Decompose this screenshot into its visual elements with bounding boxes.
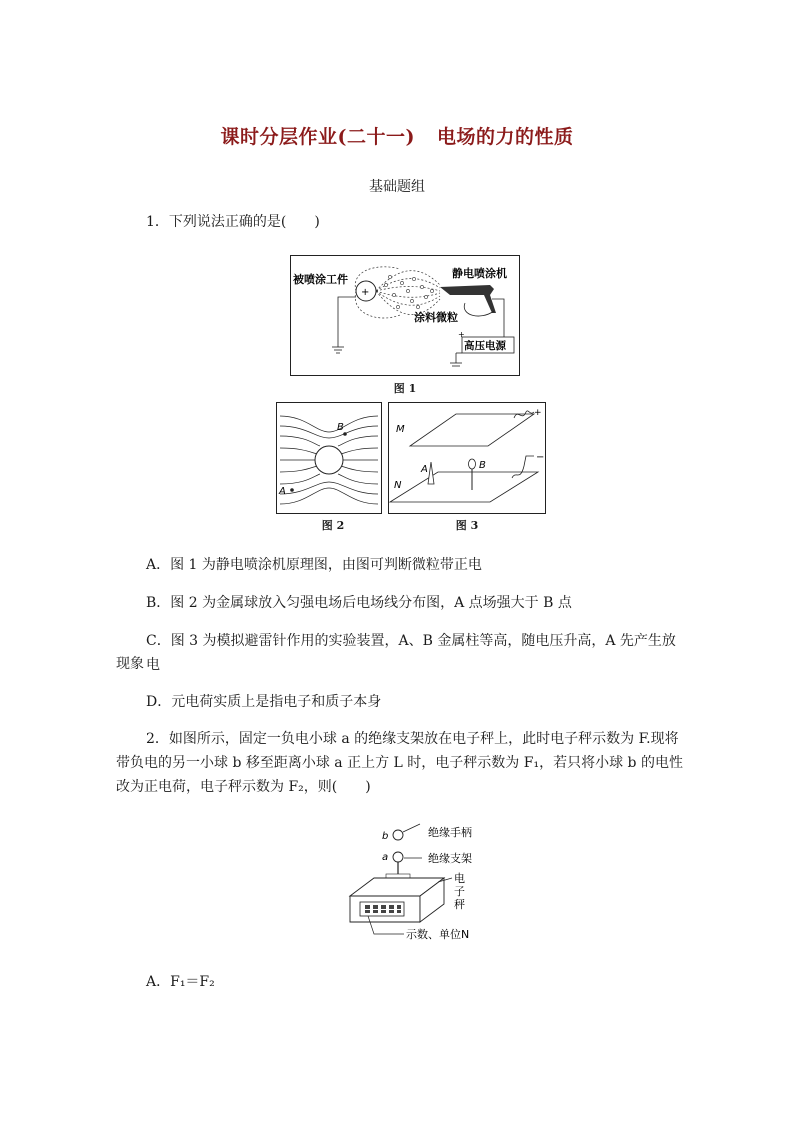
plate-n-charge: − [536, 452, 545, 463]
q1-option-d: D．元电荷实质上是指电子和质子本身 [146, 694, 382, 710]
q2-stem-line-1: 2．如图所示，固定一负电小球 a 的绝缘支架放在电子秤上，此时电子秤示数为 F.现将 [146, 731, 679, 747]
power-plus: + [458, 330, 465, 339]
q2-figure-electronic-scale [338, 822, 488, 946]
label-workpiece: 被喷涂工件 [293, 273, 348, 286]
label-scale-char-1: 电 [454, 872, 465, 885]
column-b-label: B [479, 460, 486, 471]
q2-option-a: A．F₁＝F₂ [146, 974, 215, 990]
q2-stem-line-2: 带负电的另一小球 b 移至距离小球 a 正上方 L 时，电子秤示数为 F₁，若只将小球 b 的电性 [116, 755, 683, 771]
question-1-stem: 1．下列说法正确的是( ) [146, 214, 320, 230]
figure-3-caption: 图 3 [455, 519, 479, 532]
label-insulated-handle: 绝缘手柄 [428, 826, 472, 839]
figure-1-caption: 图 1 [393, 382, 417, 395]
label-scale-char-2: 子 [454, 885, 465, 898]
plate-m-charge: + [534, 408, 542, 418]
label-scale-char-3: 秤 [454, 898, 465, 911]
ball-b-label: b [382, 831, 389, 842]
q2-stem-line-3: 改为正电荷，电子秤示数为 F₂，则( ) [116, 779, 371, 795]
label-particles: 涂料微粒 [414, 311, 458, 324]
q1-option-b: B．图 2 为金属球放入匀强电场后电场线分布图，A 点场强大于 B 点 [146, 595, 572, 611]
page-title: 课时分层作业(二十一) 电场的力的性质 [220, 126, 574, 148]
plate-m-label: M [396, 424, 405, 435]
q1-option-c-continued: 现象 [116, 656, 144, 672]
figure-3-lightning-rod-model [388, 402, 546, 514]
figure-2-caption: 图 2 [321, 519, 345, 532]
label-reading-unit: 示数、单位N [406, 928, 470, 941]
point-b-label: B [337, 422, 344, 433]
q1-option-c: C．图 3 为模拟避雷针作用的实验装置，A、B 金属柱等高，随电压升高，A 先产生放电 [146, 633, 676, 673]
figure-1-electrostatic-sprayer [290, 255, 520, 377]
label-insulated-stand: 绝缘支架 [428, 852, 472, 865]
ball-a-label: a [382, 852, 389, 863]
figure-2-metal-sphere-field [276, 402, 382, 514]
label-power-supply: 高压电源 [464, 340, 506, 352]
point-a-label: A [279, 486, 286, 497]
section-heading: 基础题组 [369, 179, 425, 195]
plate-n-label: N [394, 480, 402, 491]
label-sprayer: 静电喷涂机 [452, 267, 507, 280]
workpiece-charge: + [361, 287, 370, 298]
q1-option-a: A．图 1 为静电喷涂机原理图，由图可判断微粒带正电 [146, 557, 482, 573]
column-a-label: A [421, 464, 428, 475]
